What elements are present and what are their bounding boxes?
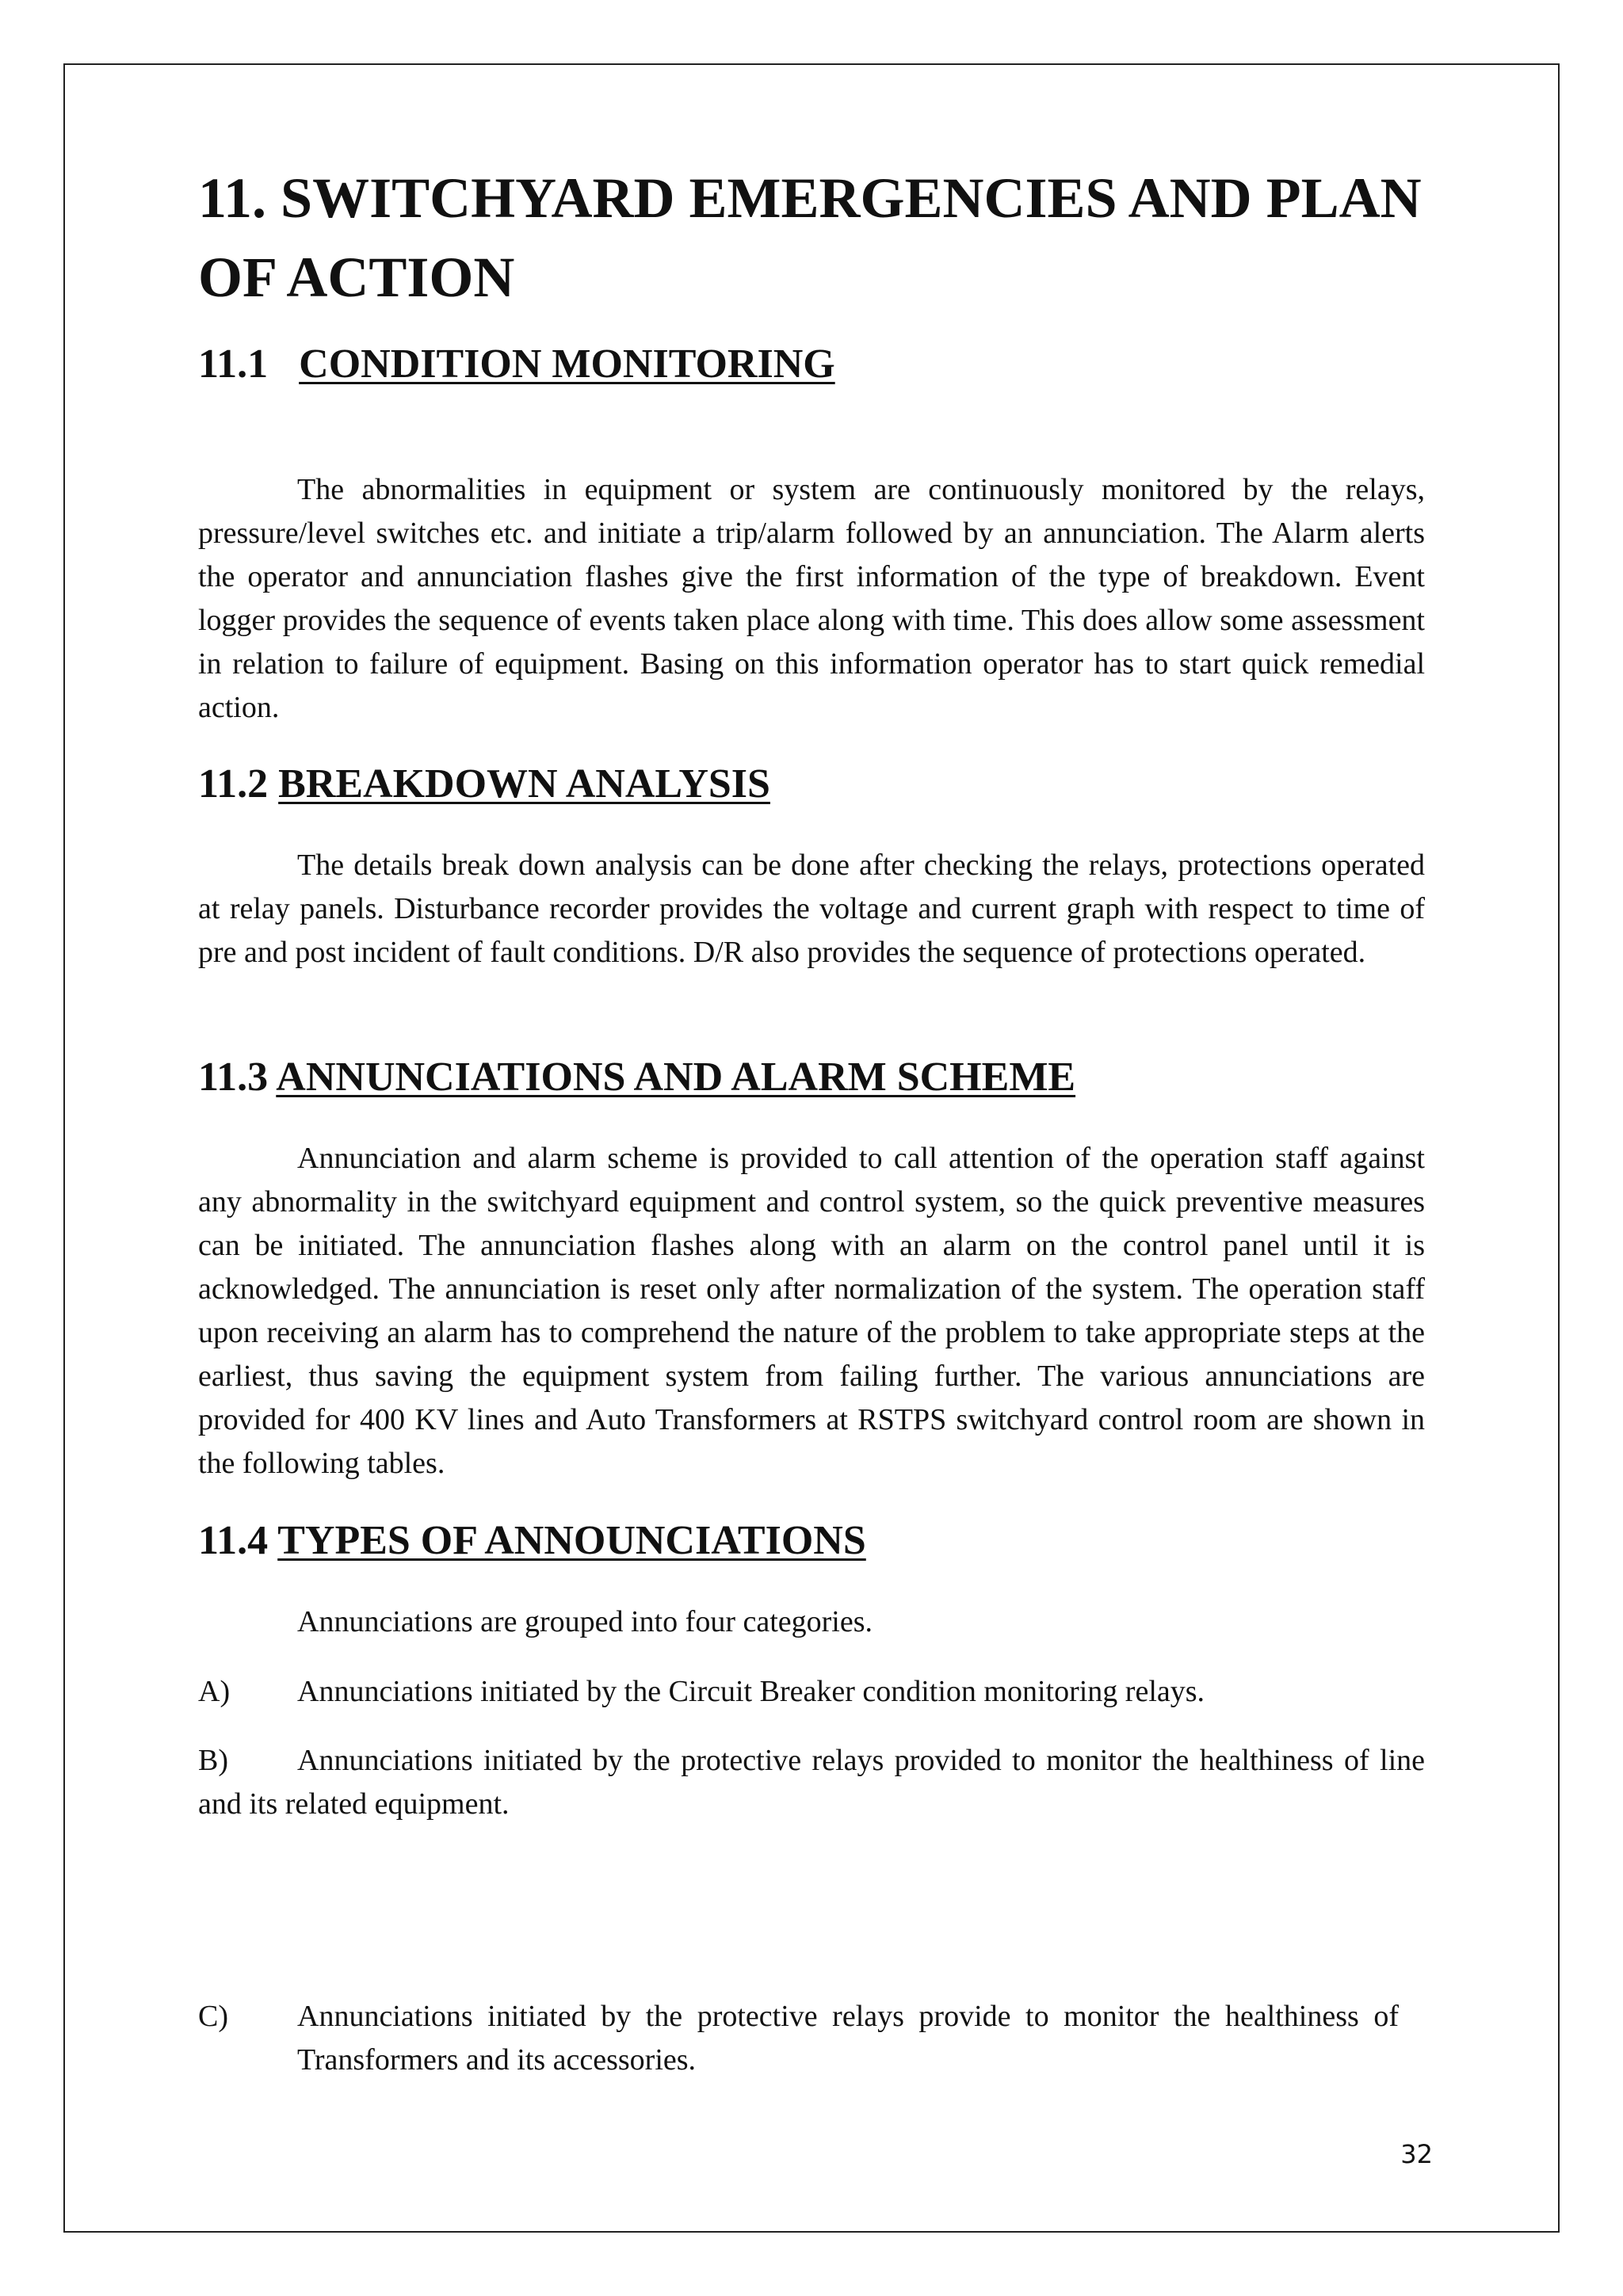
list-item-a: Annunciations initiated by the Circuit Breaker condition monitoring relays. (297, 1675, 1205, 1708)
section-number: 11.3 (198, 1055, 269, 1100)
section-title: TYPES OF ANNOUNCIATIONS (277, 1518, 866, 1563)
section-number: 11.2 (198, 761, 269, 807)
paragraph-types-intro: Annunciations are grouped into four categories. (297, 1605, 873, 1638)
list-item-c: Annunciations initiated by the protective relays provide to monitor the healthiness of Transformers and its accessories. (297, 2000, 1399, 2077)
list-marker-b: B) (198, 1744, 228, 1777)
paragraph-breakdown-analysis: The details break down analysis can be done after checking the relays, protections operated at relay panels. Disturbance recorder provides the voltage and current graph with respect to time of pre and post incident of fault conditions. D/R also provides the sequence of protections operated. (198, 849, 1425, 969)
list-item-b: B) Annunciations initiated by the protective relays provided to monitor the healthiness of line and its related equipment. (198, 1739, 1425, 1826)
section-title: BREAKDOWN ANALYSIS (278, 761, 770, 807)
page-title: 11. SWITCHYARD EMERGENCIES AND PLAN OF ACTION (198, 166, 1422, 309)
paragraph-annunciations-alarm: Annunciation and alarm scheme is provided to call attention of the operation staff against any abnormality in the switchyard equipment and control system, so the quick preventive measures can be initiated. The annunciation flashes along with an alarm on the control panel until it is acknowledged. The annunciation is reset only after normalization of the system. The operation staff upon receiving an alarm has to comprehend the nature of the problem to take appropriate steps at the earliest, thus saving the equipment system from failing further. The various annunciations are provided for 400 KV lines and Auto Transformers at RSTPS switchyard control room are shown in the following tables. (198, 1142, 1425, 1480)
paragraph-condition-monitoring: The abnormalities in equipment or system are continuously monitored by the relays, pressure/level switches etc. and initiate a trip/alarm followed by an annunciation. The Alarm alerts the operator and annunciation flashes give the first information of the type of breakdown. Event logger provides the sequence of events taken place along with time. This does allow some assessment in relation to failure of equipment. Basing on this information operator has to start quick remedial action. (198, 473, 1425, 724)
section-heading-11-3 (198, 1054, 1075, 1101)
section-title: ANNUNCIATIONS AND ALARM SCHEME (276, 1055, 1076, 1100)
section-heading-11-2 (198, 761, 770, 808)
section-number: 11.1 (198, 341, 269, 387)
section-number: 11.4 (198, 1518, 269, 1563)
section-heading-11-4 (198, 1517, 866, 1565)
section-heading-11-1 (198, 341, 835, 388)
list-marker-a: A) (198, 1675, 231, 1708)
page-number: 32 (1400, 2139, 1433, 2169)
list-marker-c: C) (198, 2000, 228, 2033)
section-title: CONDITION MONITORING (299, 341, 835, 387)
